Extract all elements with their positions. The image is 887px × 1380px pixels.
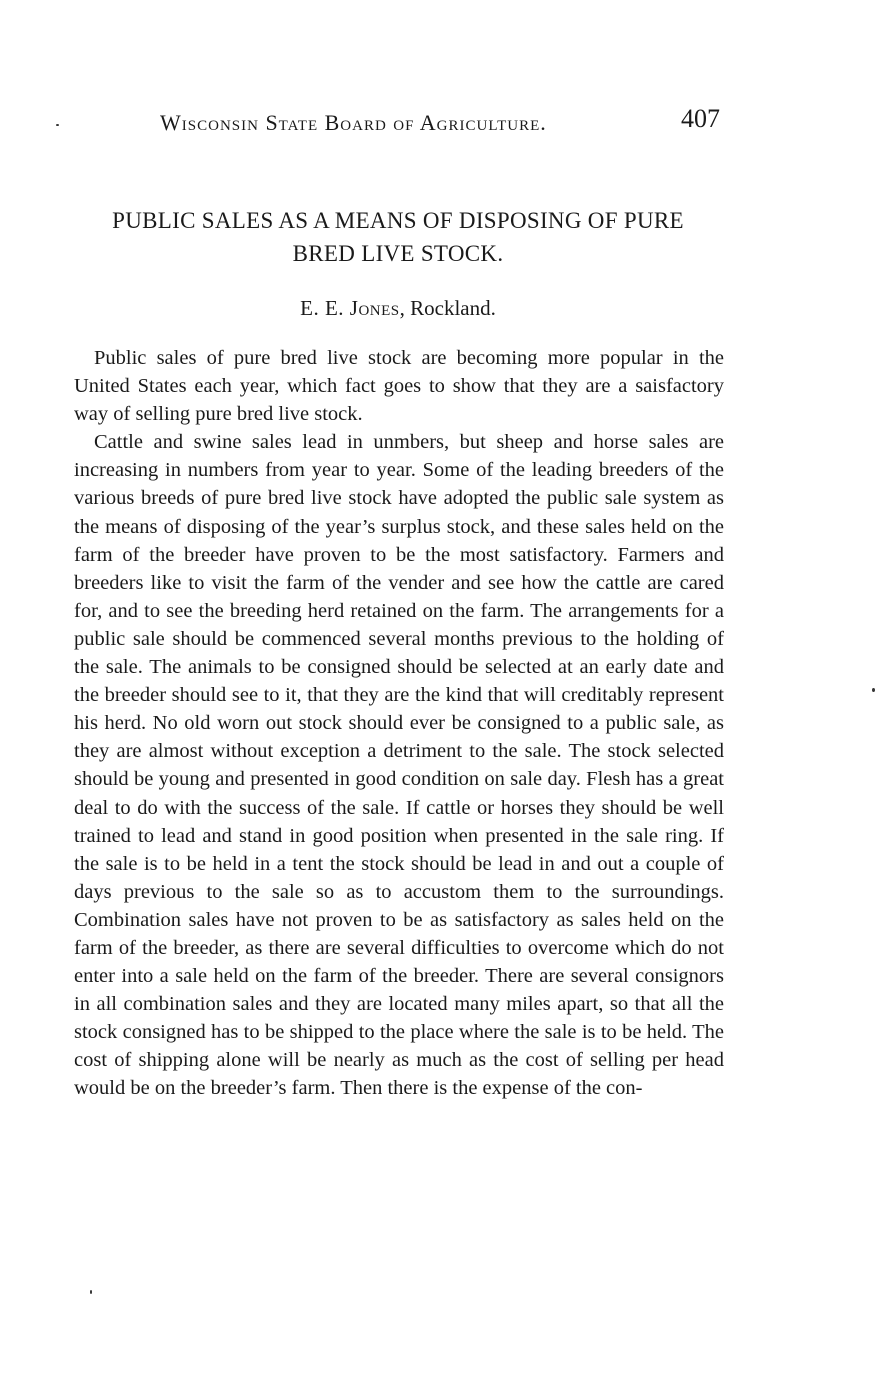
running-head-title: Wisconsin State Board of Agriculture.: [160, 110, 547, 135]
print-speck: [872, 688, 875, 692]
author-name: E. E. Jones: [300, 296, 400, 320]
article-title: [70, 204, 726, 270]
paragraph-2: Cattle and swine sales lead in unmbers, but sheep and horse sales are increasing in numbers from year to year. Some of the leading breeders of the various breeds of pure bred live stock have adopted the public sale system as the means of disposing of the year’s surplus stock, and these sales held on the farm of the breeder have proven to be the most satisfactory. Farmers and breeders like to visit the farm of the vender and see how the cattle are cared for, and to see the breeding herd retained on the farm. The arrangements for a public sale should be commenced several months previous to the holding of the sale. The animals to be consigned should be selected at an early date and the breeder should see to it, that they are the kind that will creditably represent his herd. No old worn out stock should ever be consigned to a public sale, as they are almost without exception a detriment to the sale. The stock selected should be young and presented in good condition on sale day. Flesh has a great deal to do with the success of the sale. If cattle or horses they should be well trained to lead and stand in good position when presented in the sale ring. If the sale is to be held in a tent the stock should be lead in and out a couple of days previous to the sale so as to accustom them to the surroundings. Combination sales have not proven to be as satisfactory as sales held on the farm of the breeder, as there are several difficulties to overcome which do not enter into a sale held on the farm of the breeder. There are several consignors in all combination sales and they are located many miles apart, so that all the stock consigned has to be shipped to the place where the sale is to be held. The cost of shipping alone will be nearly as much as the cost of selling per head would be on the breeder’s farm. Then there is the expense of the con-: [74, 431, 724, 1100]
article-title-line-1: PUBLIC SALES AS A MEANS OF DISPOSING OF PURE: [112, 208, 684, 233]
print-speck: [90, 1290, 92, 1294]
byline: [70, 294, 726, 322]
article-body: [74, 344, 724, 1103]
paragraph-1: Public sales of pure bred live stock are becoming more popular in the United States each year, which fact goes to show that they are a saisfactory way of selling pure bred live stock.: [74, 347, 724, 426]
article-title-line-2: BRED LIVE STOCK.: [292, 241, 504, 266]
print-speck: [56, 124, 59, 126]
running-head: [72, 104, 724, 140]
author-location: , Rockland.: [399, 296, 496, 320]
page-number: 407: [681, 104, 720, 133]
